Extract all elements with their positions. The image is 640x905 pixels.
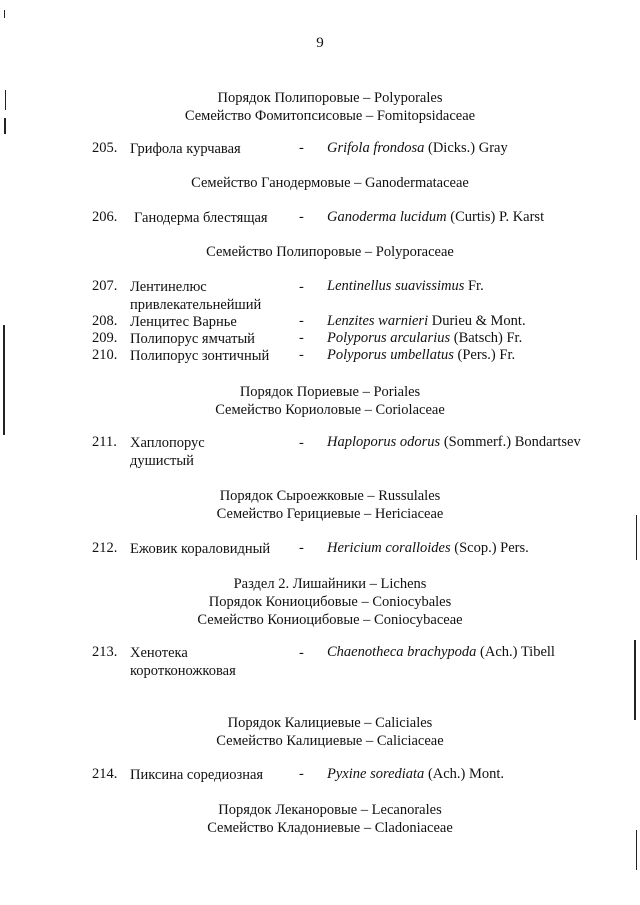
latin-name <box>327 140 508 157</box>
russian-name: Пиксина соредиозная <box>130 767 264 783</box>
heading-line: Семейство Фомитопсисовые – Fomitopsidaceae <box>184 108 476 124</box>
heading-line: Семейство Кониоцибовые – Coniocybaceae <box>197 612 463 628</box>
separator-dash: - <box>299 645 304 661</box>
heading-line: Семейство Кориоловые – Coriolaceae <box>215 402 445 418</box>
russian-name-line: привлекательнейший <box>130 297 262 313</box>
separator-dash: - <box>299 140 304 156</box>
latin-binomial: Chaenotheca brachypoda <box>327 644 477 660</box>
latin-author: Fr. <box>464 278 484 294</box>
latin-name <box>327 330 522 347</box>
latin-name <box>327 434 581 451</box>
russian-name: Ленцитес Варнье <box>130 314 237 330</box>
entry-number: 209. <box>92 330 118 346</box>
heading-line: Семейство Герициевые – Hericiaceae <box>216 506 444 522</box>
latin-binomial: Hericium coralloides <box>327 540 451 556</box>
heading-line: Порядок Калициевые – Caliciales <box>227 715 433 731</box>
heading-line: Семейство Кладониевые – Cladoniaceae <box>207 820 453 836</box>
heading-line: Семейство Ганодермовые – Ganodermataceae <box>191 175 469 191</box>
heading-line: Раздел 2. Лишайники – Lichens <box>233 576 427 592</box>
russian-name: Ганодерма блестящая <box>134 210 268 226</box>
latin-name <box>327 347 515 364</box>
entry-number: 207. <box>92 278 118 294</box>
latin-binomial: Polyporus umbellatus <box>327 347 454 363</box>
russian-name: Ежовик кораловидный <box>130 541 271 557</box>
latin-binomial: Grifola frondosa <box>327 140 425 156</box>
latin-binomial: Lenzites warnieri <box>327 313 429 329</box>
heading-line: Порядок Кониоцибовые – Coniocybales <box>208 594 452 610</box>
latin-name <box>327 313 526 330</box>
separator-dash: - <box>299 209 304 225</box>
latin-author: (Batsch) Fr. <box>450 330 523 346</box>
latin-author: (Sommerf.) Bondartsev <box>440 434 581 450</box>
heading-line: Порядок Леканоровые – Lecanorales <box>218 802 442 818</box>
latin-author: (Pers.) Fr. <box>453 347 516 363</box>
separator-dash: - <box>299 347 304 363</box>
latin-author: Durieu & Mont. <box>428 313 526 329</box>
latin-author: (Curtis) P. Karst <box>446 209 545 225</box>
heading-line: Порядок Пориевые – Poriales <box>239 384 421 400</box>
entry-number: 205. <box>92 140 118 156</box>
latin-name <box>327 540 529 557</box>
russian-name-line: Хенотека <box>130 645 188 661</box>
section-heading <box>0 801 640 837</box>
heading-line: Семейство Калициевые – Caliciaceae <box>216 733 444 749</box>
russian-name <box>130 434 205 470</box>
section-heading <box>0 174 640 192</box>
scan-mark <box>634 640 636 720</box>
entry-number: 214. <box>92 766 118 782</box>
separator-dash: - <box>299 279 304 295</box>
latin-author: (Ach.) Mont. <box>424 766 505 782</box>
heading-line: Семейство Полипоровые – Polyporaceae <box>206 244 454 260</box>
entry-number: 206. <box>92 209 118 225</box>
page-number: 9 <box>316 35 324 51</box>
entry-number: 213. <box>92 644 118 660</box>
russian-name: Полипорус ямчатый <box>130 331 255 347</box>
heading-line: Порядок Сыроежковые – Russulales <box>219 488 441 504</box>
russian-name: Грифола курчавая <box>130 141 241 157</box>
russian-name <box>130 644 236 680</box>
section-heading <box>0 383 640 419</box>
latin-author: (Ach.) Tibell <box>476 644 555 660</box>
entry-number: 210. <box>92 347 118 363</box>
latin-binomial: Ganoderma lucidum <box>327 209 447 225</box>
latin-binomial: Pyxine sorediata <box>327 766 425 782</box>
separator-dash: - <box>299 766 304 782</box>
section-heading <box>0 714 640 750</box>
section-heading <box>0 89 640 125</box>
russian-name-line: коротконожковая <box>130 663 236 679</box>
russian-name-line: душистый <box>130 453 194 469</box>
section-heading <box>0 487 640 523</box>
separator-dash: - <box>299 330 304 346</box>
section-heading <box>0 243 640 261</box>
entry-number: 211. <box>92 434 117 450</box>
latin-author: (Dicks.) Gray <box>424 140 508 156</box>
latin-binomial: Polyporus arcularius <box>327 330 451 346</box>
russian-name: Полипорус зонтичный <box>130 348 270 364</box>
separator-dash: - <box>299 435 304 451</box>
russian-name-line: Лентинелюс <box>130 279 207 295</box>
entry-number: 208. <box>92 313 118 329</box>
latin-author: (Scop.) Pers. <box>450 540 529 556</box>
separator-dash: - <box>299 313 304 329</box>
russian-name-line: Хаплопорус <box>130 435 205 451</box>
scan-mark <box>4 10 5 18</box>
latin-name <box>327 766 504 783</box>
latin-binomial: Haploporus odorus <box>327 434 441 450</box>
latin-name <box>327 209 544 226</box>
entry-number: 212. <box>92 540 118 556</box>
section-heading <box>0 575 640 629</box>
russian-name <box>130 278 261 314</box>
latin-binomial: Lentinellus suavissimus <box>327 278 465 294</box>
latin-name <box>327 644 555 661</box>
latin-name <box>327 278 484 295</box>
heading-line: Порядок Полипоровые – Polyporales <box>217 90 443 106</box>
separator-dash: - <box>299 540 304 556</box>
